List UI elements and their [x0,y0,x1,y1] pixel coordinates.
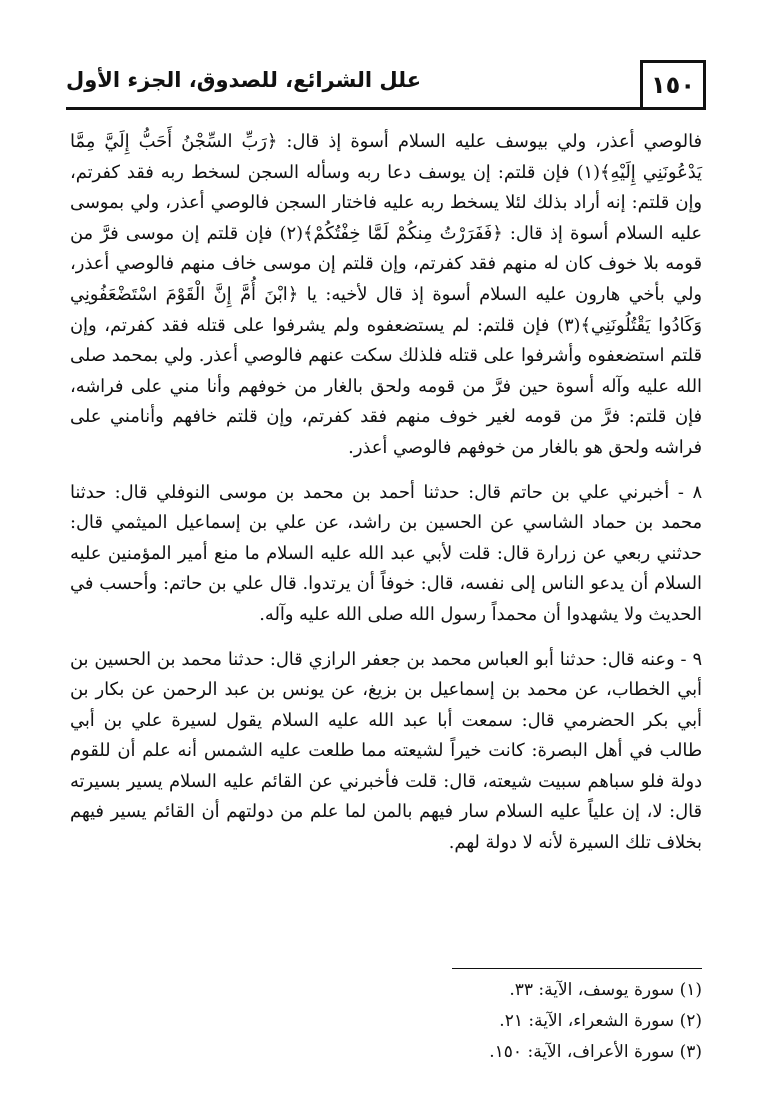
running-title: علل الشرائع، للصدوق، الجزء الأول [66,68,422,92]
paragraph-3-hadith-9: ٩ - وعنه قال: حدثنا أبو العباس محمد بن جعفر الرازي قال: حدثنا محمد بن الحسين بن أبي الخطاب، عن محمد بن إسماعيل بن بزيغ، عن يونس بن عبد الرحمن عن بكار بن أبي بكر الحضرمي قال: سمعت أبا عبد الله عليه السلام يقول لسيرة علي بن أبي طالب في أهل البصرة: كانت خيراً لشيعته مما طلعت عليه الشمس أنه علم أن للقوم دولة فلو سباهم سبيت شيعته، قال: قلت فأخبرني عن القائم عليه السلام يسير بسيرته قال: لا، إن علياً عليه السلام سار فيهم بالمن لما علم من دولتهم أن القائم يسير فيهم بخلاف تلك السيرة لأنه لا دولة لهم. [70,648,702,854]
header-rule [66,107,640,110]
footnotes [70,975,702,1068]
paragraph-1: فالوصي أعذر، ولي بيوسف عليه السلام أسوة إذ قال: ﴿رَبِّ السِّجْنُ أَحَبُّ إِلَيَّ مِمَّا يَدْعُونَنِي إِلَيْهِ﴾(١) فإن قلتم: إن يوسف دعا ربه وسأله السجن لسخط ربه فقد كفرتم، وإن قلتم: إنه أراد بذلك لئلا يسخط ربه عليه فاختار السجن فالوصي أعذر، ولي بموسى عليه السلام أسوة إذ قال: ﴿فَفَرَرْتُ مِنكُمْ لَمَّا خِفْتُكُمْ﴾(٢) فإن قلتم إن موسى فرَّ من قومه بلا خوف كان له منهم فقد كفرتم، وإن قلتم إن موسى خاف منهم فالوصي أعذر، ولي بأخي هارون عليه السلام أسوة إذ قال لأخيه: يا ﴿ابْنَ أُمَّ إِنَّ الْقَوْمَ اسْتَضْعَفُونِي وَكَادُوا يَقْتُلُونَنِي﴾(٣) فإن قلتم: لم يستضعفوه ولم يشرفوا على قتله فقد كفرتم، وإن قلتم استضعفوه وأشرفوا على قتله فلذلك سكت عنهم فالوصي أعذر. ولي بمحمد صلى الله عليه وآله أسوة حين فرَّ من قومه ولحق بالغار من خوفهم وأنا مني على فراشه، فإن قلتم: فرَّ من قومه لغير خوف منهم فقد كفرتم، وإن قلتم خافهم وأنامني على فراشه ولحق هو بالغار من خوفهم فالوصي أعذر. [70,131,702,458]
footnote-1: (١) سورة يوسف، الآية: ٣٣. [509,980,702,1000]
paragraph-2-hadith-8: ٨ - أخبرني علي بن حاتم قال: حدثنا أحمد بن محمد بن موسى النوفلي قال: حدثنا محمد بن حماد الشاسي عن الحسين بن راشد، عن علي بن إسماعيل الميثمي قال: حدثني ربعي عن زرارة قال: قلت لأبي عبد الله عليه السلام ما منع أمير المؤمنين عليه السلام أن يدعو الناس إلى نفسه، قال: خوفاً أن يرتدوا. قال علي بن حاتم: وأحسب في الحديث ولا يشهدوا أن محمداً رسول الله صلى الله عليه وآله. [70,481,702,625]
footnote-separator [452,968,702,969]
page-number: ١٥٠ [640,60,706,110]
footnote-3: (٣) سورة الأعراف، الآية: ١٥٠. [489,1042,702,1062]
page-body [70,127,702,859]
footnote-2: (٢) سورة الشعراء، الآية: ٢١. [499,1011,702,1031]
page-header [66,60,706,114]
